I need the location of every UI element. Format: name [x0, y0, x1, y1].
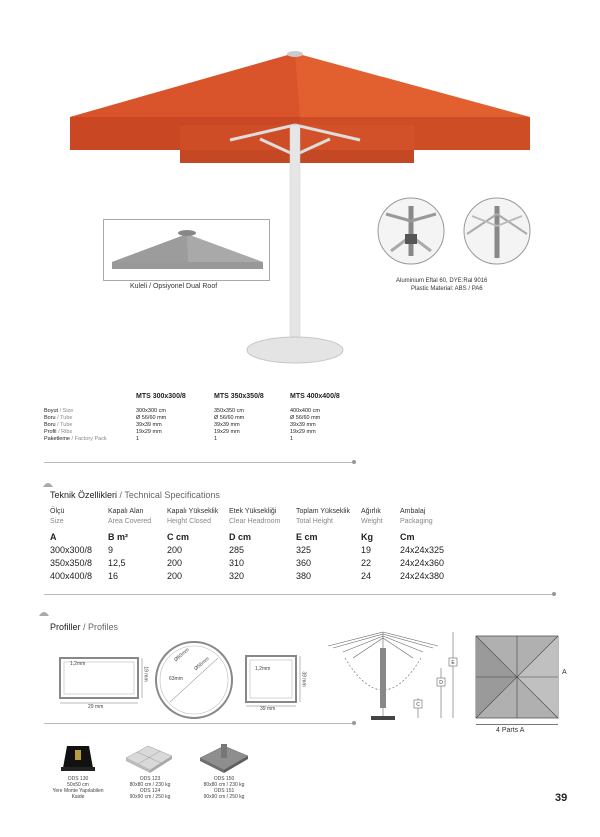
cell: 24x24x380	[400, 571, 445, 581]
cell: 19x29 mm	[136, 429, 162, 435]
base-line: 90x90 cm / 250 kg	[129, 794, 171, 800]
cell: 19	[361, 545, 372, 555]
base-ods130-text	[40, 776, 116, 800]
dim-label: 63mm	[169, 676, 183, 682]
cell: 300x300/8	[50, 545, 93, 555]
base-line: 80x80 cm / 230 kg	[203, 782, 245, 788]
cell: 1	[290, 436, 294, 442]
table-row	[50, 571, 470, 583]
rib-joint-detail-image	[376, 196, 446, 266]
tech-spec-title: Teknik Özellikleri / Technical Specifications	[50, 490, 220, 500]
model-row-labels	[44, 408, 107, 443]
base-ods130-image	[57, 740, 99, 774]
base-line: 50x50 cm	[67, 782, 89, 788]
cell: 350x350 cm	[214, 408, 244, 414]
row-label-size: Boyut / Size	[44, 408, 74, 414]
tech-unit: A	[50, 532, 57, 542]
tech-head: Kapalı Yükseklik	[167, 508, 219, 515]
profile-square-39x39	[240, 650, 310, 712]
dim-label: Ø56mm	[193, 655, 211, 673]
base-line: 90x90 cm / 250 kg	[203, 794, 245, 800]
cell: 39x39 mm	[290, 422, 316, 428]
model-table	[44, 393, 374, 455]
cell: 39x39 mm	[136, 422, 162, 428]
divider	[44, 723, 354, 724]
row-label-ribs: Profil / Ribs	[44, 429, 73, 435]
dual-roof-illustration	[104, 220, 270, 281]
tech-unit: Cm	[400, 532, 415, 542]
cell: 39x39 mm	[214, 422, 240, 428]
tech-spec-table	[50, 508, 550, 588]
parts-label: 4 Parts A	[496, 727, 525, 734]
tech-head-en: Packaging	[400, 518, 433, 525]
umbrella-dimension-diagram	[323, 628, 468, 728]
tech-head: Etek Yüksekliği	[229, 508, 277, 515]
cell: 1	[136, 436, 140, 442]
table-row	[50, 545, 470, 557]
cell: 19x29 mm	[290, 429, 316, 435]
cell: 1	[214, 436, 218, 442]
profiles-title: Profiller / Profiles	[50, 622, 119, 632]
tech-unit: Kg	[361, 532, 373, 542]
base-line: 80x80 cm / 230 kg	[129, 782, 171, 788]
profile-rect-29x19	[50, 650, 150, 712]
base-line: ODS 123	[139, 776, 161, 782]
cell: 16	[108, 571, 119, 581]
svg-text:E: E	[451, 660, 455, 666]
tech-head: Ambalaj	[400, 508, 426, 515]
rib-frame-detail-image	[462, 196, 532, 266]
divider-dot	[352, 460, 356, 464]
table-row	[50, 558, 470, 570]
tech-head: Toplam Yükseklik	[296, 508, 350, 515]
dual-roof-label: Kuleli / Opsiyonel Dual Roof	[130, 283, 218, 290]
cell: 360	[296, 558, 312, 568]
base-ods150-image	[196, 738, 252, 774]
tech-unit: C cm	[167, 532, 190, 542]
divider	[44, 594, 554, 595]
tech-unit: D cm	[229, 532, 252, 542]
tech-head: Kapalı Alan	[108, 508, 144, 515]
tech-head-en: Total Height	[296, 518, 333, 525]
tech-unit: B m²	[108, 532, 128, 542]
divider-dot	[352, 721, 356, 725]
cell: 24x24x325	[400, 545, 445, 555]
cell: 22	[361, 558, 372, 568]
cell: 350x350/8	[50, 558, 93, 568]
dim-label: 19 mm	[142, 666, 149, 682]
tech-head-en: Area Covered	[108, 518, 152, 525]
dim-label: 1,2mm	[70, 661, 86, 667]
dim-label: 1,2mm	[255, 666, 271, 672]
cell: 200	[167, 571, 183, 581]
cell: Ø 56/60 mm	[214, 415, 245, 421]
base-line: ODS 151	[213, 788, 235, 794]
cell: 325	[296, 545, 312, 555]
model-col-2-title: MTS 350x350/8	[214, 393, 264, 400]
tech-head-en: Size	[50, 518, 64, 525]
cell: 200	[167, 545, 183, 555]
cell: 24x24x360	[400, 558, 445, 568]
model-col-3-title: MTS 400x400/8	[290, 393, 340, 400]
base-line: Yere Monte Yapılabilen	[52, 788, 104, 794]
cell: 320	[229, 571, 245, 581]
divider	[44, 462, 354, 463]
tech-head: Ölçü	[50, 508, 65, 515]
dual-roof-inset	[103, 219, 270, 281]
base-line: ODS 150	[213, 776, 235, 782]
tech-unit: E cm	[296, 532, 318, 542]
tech-head: Ağırlık	[361, 508, 381, 515]
material-line-1: Aluminium Eftal 60, DYE:Ral 9016	[396, 278, 488, 284]
base-ods123-text	[110, 776, 190, 800]
svg-text:D: D	[439, 680, 443, 686]
cell: 24	[361, 571, 372, 581]
cell: 285	[229, 545, 245, 555]
base-ods123-image	[122, 738, 176, 774]
model-col-1-values	[136, 408, 166, 443]
divider-dot	[552, 592, 556, 596]
cell: 200	[167, 558, 183, 568]
row-label-tube: Boru / Tube	[44, 415, 73, 421]
dim-label: 29 mm	[88, 704, 104, 710]
model-col-2-values	[214, 408, 244, 443]
cell: 300x300 cm	[136, 408, 166, 414]
cell: Ø 56/60 mm	[136, 415, 167, 421]
cell: 12,5	[108, 558, 126, 568]
cell: 400x400/8	[50, 571, 93, 581]
base-line: ODS 130	[67, 776, 89, 782]
material-line-2: Plastic Material: ABS / PA6	[411, 286, 483, 292]
tech-head-en: Height Closed	[167, 518, 211, 525]
dim-label: 39 mm	[260, 706, 276, 712]
base-line: ODS 124	[139, 788, 161, 794]
cell: Ø 56/60 mm	[290, 415, 321, 421]
cell: 19x29 mm	[214, 429, 240, 435]
base-ods150-text	[184, 776, 264, 800]
tech-head-en: Weight	[361, 518, 383, 525]
model-col-3-values	[290, 408, 320, 443]
cell: 9	[108, 545, 114, 555]
profile-round-tube	[152, 638, 236, 722]
umbrella-top-view	[472, 632, 562, 722]
page-number: 39	[555, 792, 568, 804]
row-label-pack: Paketleme / Factory Pack	[44, 436, 107, 442]
svg-text:C: C	[416, 702, 420, 708]
cell: 380	[296, 571, 312, 581]
top-view-side-label: A	[562, 669, 567, 676]
dim-label: Ø60mm	[173, 646, 191, 664]
umbrella-bullet-icon	[38, 610, 50, 620]
cell: 310	[229, 558, 245, 568]
dim-label: 39 mm	[300, 671, 307, 687]
row-label-tube-2: Boru / Tube	[44, 422, 73, 428]
base-line: Kaide	[71, 794, 85, 800]
tech-head-en: Clear Headroom	[229, 518, 281, 525]
model-col-1-title: MTS 300x300/8	[136, 393, 186, 400]
top-view-width-line	[476, 724, 558, 725]
cell: 400x400 cm	[290, 408, 320, 414]
